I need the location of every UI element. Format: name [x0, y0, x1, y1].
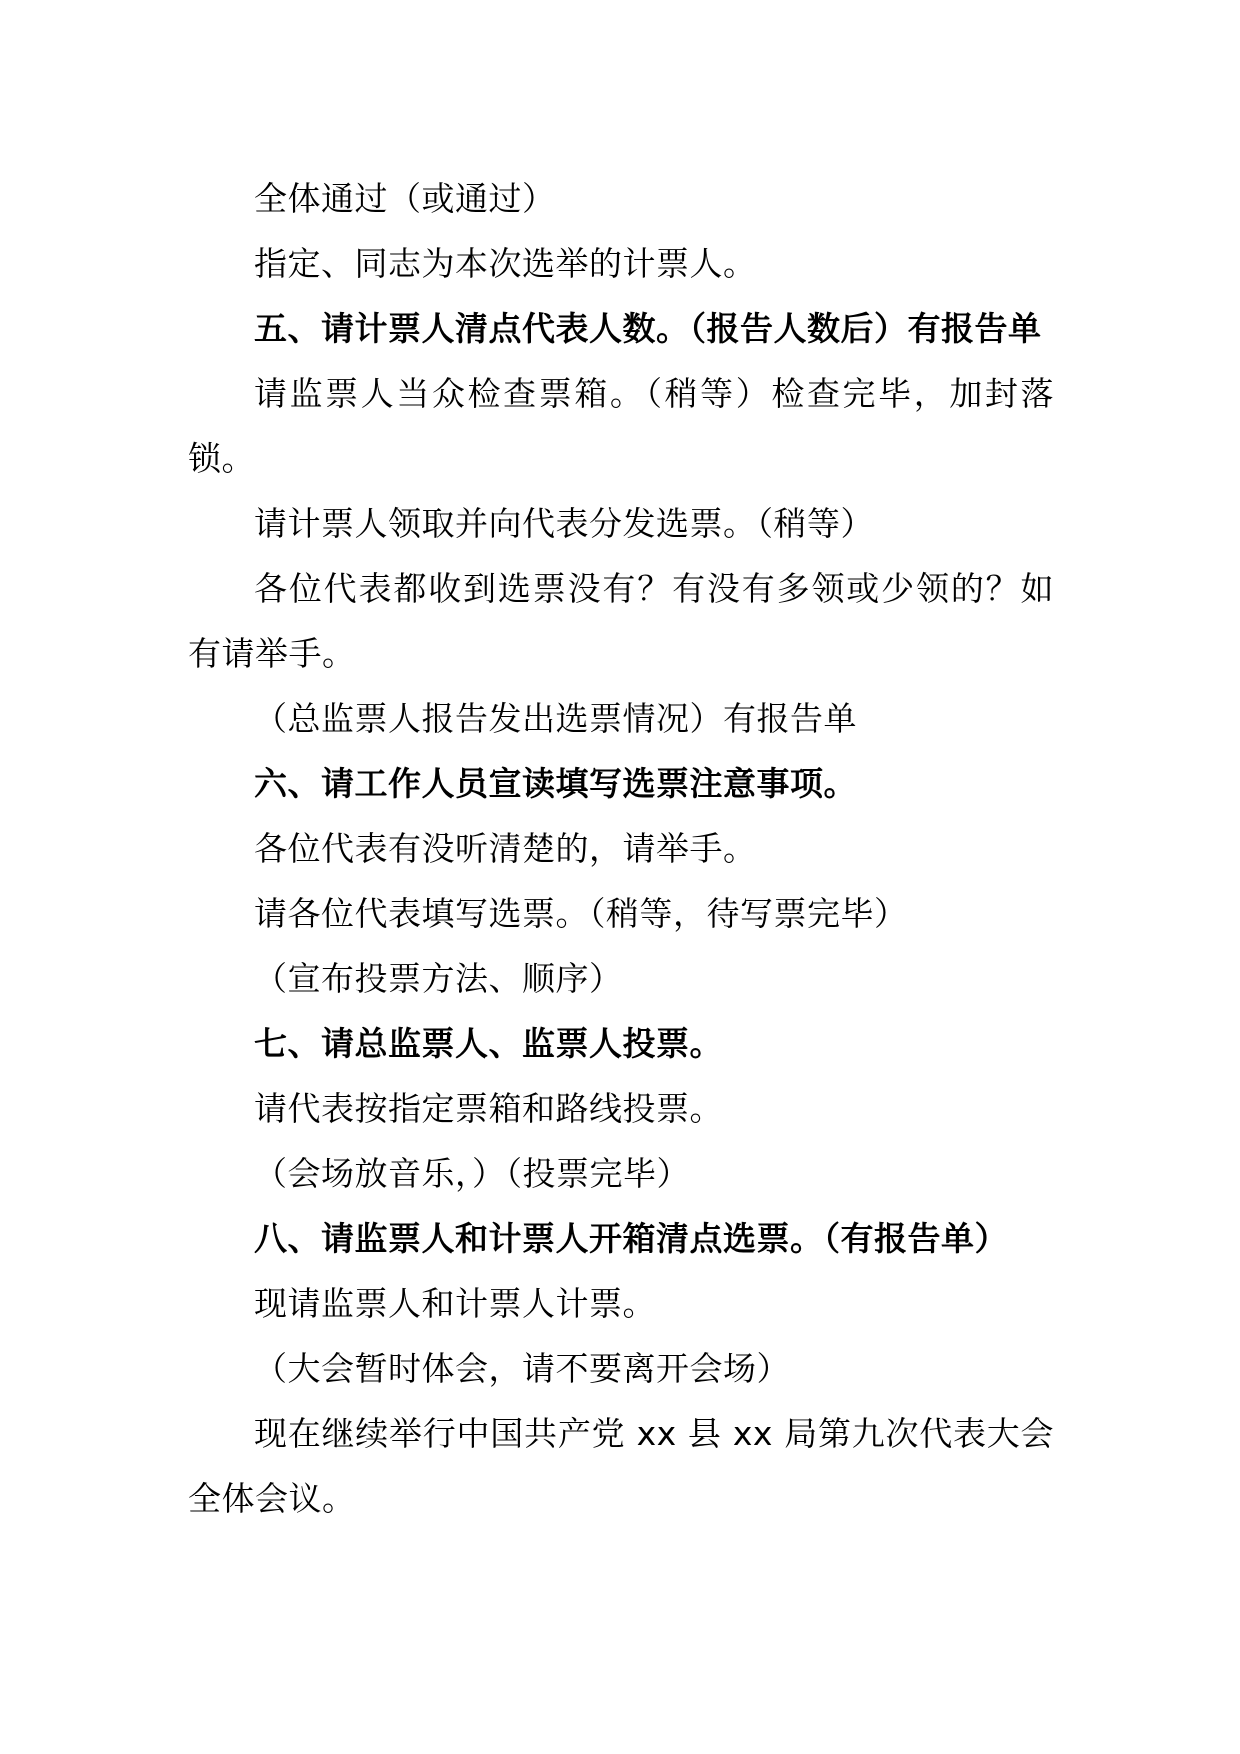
- paragraph: 请各位代表填写选票。（稍等，待写票完毕）: [254, 894, 908, 933]
- document-page: [188, 166, 1054, 1531]
- paragraph: 现请监票人和计票人计票。: [254, 1284, 656, 1323]
- paragraph: 各位代表都收到选票没有？有没有多领或少领的？如有请举手。: [188, 569, 1054, 673]
- paragraph: （会场放音乐，）（投票完毕）: [254, 1154, 690, 1193]
- section-heading: 七、请总监票人、监票人投票。: [254, 1024, 723, 1063]
- paragraph: （宣布投票方法、顺序）: [254, 959, 623, 998]
- paragraph: 请监票人当众检查票箱。（稍等）检查完毕，加封落锁。: [188, 374, 1054, 478]
- paragraph: 全体通过（或通过）: [254, 179, 556, 218]
- paragraph: （总监票人报告发出选票情况）有报告单: [254, 699, 857, 738]
- section-heading: 六、请工作人员宣读填写选票注意事项。: [254, 764, 857, 803]
- section-heading: 五、请计票人清点代表人数。（报告人数后）有报告单: [254, 309, 1042, 348]
- paragraph: 现在继续举行中国共产党 xx 县 xx 局第九次代表大会全体会议。: [188, 1414, 1054, 1518]
- paragraph: 指定、同志为本次选举的计票人。: [254, 244, 757, 283]
- paragraph: （大会暂时体会，请不要离开会场）: [254, 1349, 790, 1388]
- paragraph: 请计票人领取并向代表分发选票。（稍等）: [254, 504, 874, 543]
- paragraph: 请代表按指定票箱和路线投票。: [254, 1089, 723, 1128]
- section-heading: 八、请监票人和计票人开箱清点选票。（有报告单）: [254, 1219, 1008, 1258]
- paragraph: 各位代表有没听清楚的，请举手。: [254, 829, 757, 868]
